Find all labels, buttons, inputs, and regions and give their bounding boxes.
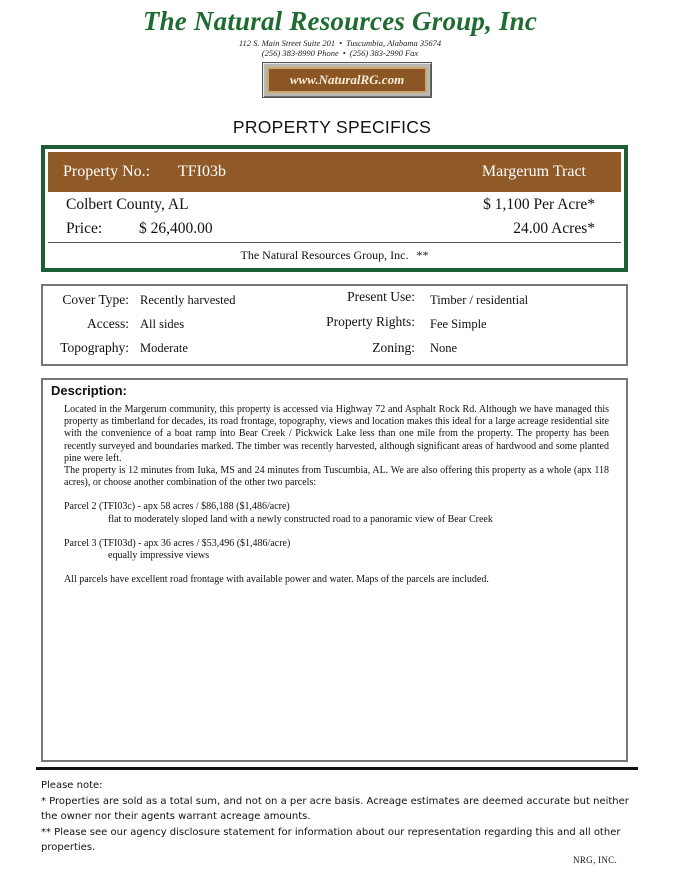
parcel-3-title: Parcel 3 (TFI03d) - apx 36 acres / $53,496 ($1,486/acre)	[64, 537, 291, 549]
description-paragraph: The property is 12 minutes from Iuka, MS and 24 minutes from Tuscumbia, AL. We are also offering this property as a whole (apx 118 acres), or choose another combination of the other two parcels:	[64, 465, 609, 489]
property-header-bar	[48, 152, 621, 192]
agency-line	[45, 248, 624, 263]
page-title: PROPERTY SPECIFICS	[232, 117, 432, 137]
description-paragraph: Located in the Margerum community, this property is accessed via Highway 72 and Asphalt Rock Rd. Although we have managed this property as timberland for decades, its road frontage, topography, views and location makes this ideal for a large acreage residential site with the convenience of a boat ramp into Bear Creek / Pickwick Lake less than one mile from the property. The property has been recently surveyed and boundaries marked. The timber was recently harvested, although significant areas of hardwood and some planted pine were left.	[64, 404, 609, 464]
spacer	[64, 562, 609, 574]
topography-value: Moderate	[140, 341, 188, 355]
property-summary-box	[41, 145, 628, 272]
topography-label: Topography:	[60, 340, 129, 355]
company-address-line	[0, 38, 680, 48]
property-rights-label: Property Rights:	[326, 314, 415, 329]
description-closing: All parcels have excellent road frontage with available power and water. Maps of the parcels are included.	[64, 574, 489, 586]
notes-heading: Please note:	[41, 780, 103, 791]
agency-note-marker: **	[416, 248, 429, 262]
zoning-label: Zoning:	[372, 340, 415, 355]
company-contact-line	[0, 48, 680, 58]
phone-number: (256) 383-8990 Phone	[261, 48, 339, 58]
price-value: $ 26,400.00	[139, 220, 213, 237]
property-number: TFI03b	[178, 163, 226, 180]
separator-dot: •	[339, 38, 343, 48]
acreage-note: * Properties are sold as a total sum, and not on a per acre basis. Acreage estimates are deemed accurate but neither the owner nor their agents warrant acreage amounts.	[41, 795, 629, 822]
access-value: All sides	[140, 317, 185, 331]
footer-code: NRG, INC.	[573, 855, 617, 865]
present-use-label: Present Use:	[347, 289, 415, 304]
company-name: The Natural Resources Group, Inc	[142, 6, 538, 36]
county: Colbert County, AL	[66, 196, 189, 213]
parcel-2-title: Parcel 2 (TFI03c) - apx 58 acres / $86,188 ($1,486/acre)	[64, 501, 290, 513]
price-per-acre: $ 1,100 Per Acre*	[483, 196, 595, 213]
fax-number: (256) 383-2990 Fax	[349, 48, 419, 58]
agency-name: The Natural Resources Group, Inc.	[240, 248, 409, 262]
city-state-zip: Tuscumbia, Alabama 35674	[346, 38, 442, 48]
property-number-label: Property No.:	[63, 163, 151, 180]
notes-section	[41, 778, 631, 856]
agency-disclosure-note: ** Please see our agency disclosure statement for information about our representation regarding this and all other properties.	[41, 826, 621, 853]
footer-rule	[36, 767, 638, 770]
cover-type-value: Recently harvested	[140, 293, 236, 307]
separator-dot: •	[342, 48, 346, 58]
access-label: Access:	[87, 316, 129, 331]
cover-type-label: Cover Type:	[62, 292, 129, 307]
description-body	[64, 404, 609, 586]
divider	[48, 242, 621, 243]
present-use-value: Timber / residential	[430, 293, 529, 307]
street-address: 112 S. Main Street Suite 201	[238, 38, 336, 48]
acreage: 24.00 Acres*	[513, 220, 595, 237]
website-badge[interactable]	[262, 62, 432, 98]
description-box	[41, 378, 628, 762]
zoning-value: None	[430, 341, 458, 355]
spacer	[64, 526, 609, 538]
parcel-3-description: equally impressive views	[108, 550, 210, 562]
tract-name: Margerum Tract	[481, 163, 586, 180]
spacer	[64, 489, 609, 501]
website-link[interactable]: www.NaturalRG.com	[267, 67, 427, 93]
description-title: Description:	[51, 383, 127, 398]
price-label: Price:	[66, 220, 103, 237]
parcel-2-description: flat to moderately sloped land with a newly constructed road to a panoramic view of Bear Creek	[108, 513, 493, 525]
property-rights-value: Fee Simple	[430, 317, 487, 331]
property-details-box	[41, 284, 628, 366]
